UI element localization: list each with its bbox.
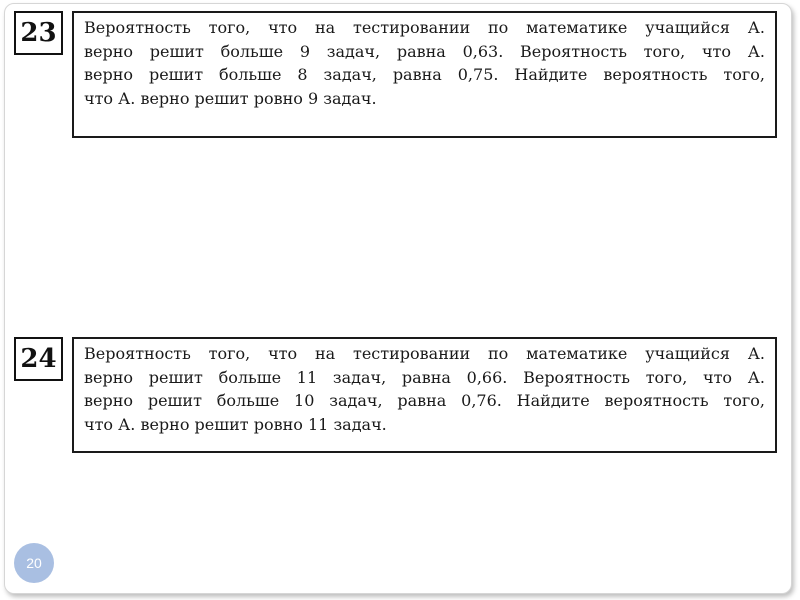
problem-24-number: 24: [14, 337, 63, 381]
problem-24-line-1: Вероятность того, что на тестировании по математике учащийся А.: [84, 344, 765, 363]
problem-24-line-2: верно решит больше 11 задач, равна 0,66. Вероятность того, что А.: [84, 367, 765, 387]
problem-23-text: [72, 11, 777, 138]
problem-24-line-4: что А. верно решит ровно 11 задач.: [84, 414, 387, 434]
problem-23-line-2: верно решит больше 9 задач, равна 0,63. Вероятность того, что А.: [84, 41, 765, 61]
problem-24-line-3: верно решит больше 10 задач, равна 0,76. Найдите вероятность того,: [84, 391, 765, 410]
problem-23-line-1: Вероятность того, что на тестировании по математике учащийся А.: [84, 18, 765, 37]
problem-23-line-3: верно решит больше 8 задач, равна 0,75. Найдите вероятность того,: [84, 65, 765, 84]
problem-24-text: [72, 337, 777, 453]
problem-23-line-4: что А. верно решит ровно 9 задач.: [84, 88, 377, 108]
problem-23-number: 23: [14, 11, 63, 55]
page-number-badge: 20: [14, 543, 54, 583]
